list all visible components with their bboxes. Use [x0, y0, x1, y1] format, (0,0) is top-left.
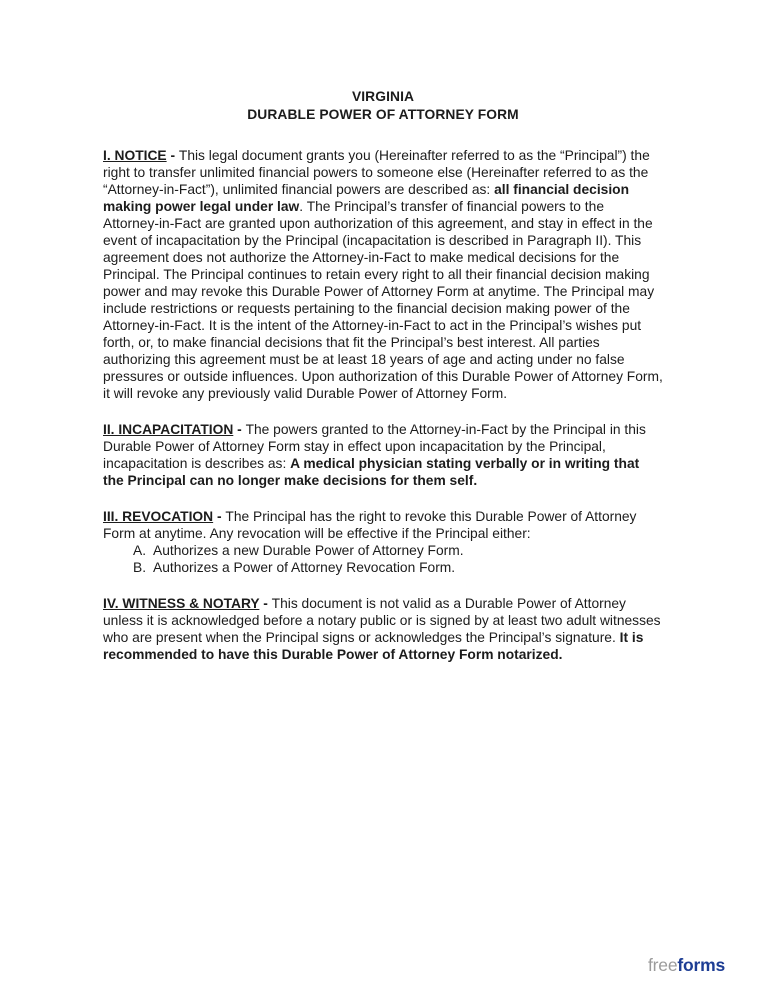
heading-separator: -	[233, 422, 246, 437]
section-revocation	[103, 508, 663, 576]
text-run-notice-2: . The Principal’s transfer of financial powers to the Attorney-in-Fact are granted upon authorization of this agreement, and stay in effect in the event of incapacitation by the Principal (incapacitation is described in Paragraph II). This agreement does not authorize the Attorney-in-Fact to make medical decisions for the Principal. The Principal continues to retain every right to all their financial decision making power and may revoke this Durable Power of Attorney Form at anytime. The Principal may include restrictions or requests pertaining to the financial decision making power of the Attorney-in-Fact. It is the intent of the Attorney-in-Fact to act in the Principal’s wishes put forth, or, to make financial decisions that fit the Principal’s best interest. All parties authorizing this agreement must be at least 18 years of age and acting under no false pressures or outside influences. Upon authorization of this Durable Power of Attorney Form, it will revoke any previously valid Durable Power of Attorney Form.	[103, 199, 663, 401]
section-heading-incapacitation: II. INCAPACITATION	[103, 422, 234, 437]
section-heading-witness-notary: IV. WITNESS & NOTARY	[103, 596, 260, 611]
section-paragraph-incapacitation	[103, 421, 663, 489]
section-paragraph-revocation	[103, 508, 663, 542]
list-item-revocation-b	[133, 559, 663, 576]
text-run-notice-1: all financial decision making power legal under law	[103, 182, 630, 214]
text-run-incapacitation-0: The powers granted to the Attorney-in-Fact by the Principal in this Durable Power of Attorney Form stay in effect upon incapacitation by the Principal, incapacitation is describes as:	[103, 422, 646, 471]
logo-free-text: free	[648, 955, 678, 975]
title-state-line: VIRGINIA	[351, 89, 415, 104]
heading-separator: -	[213, 509, 226, 524]
list-item-label: B.	[133, 560, 147, 575]
text-run-witness-notary-0: This document is not valid as a Durable Power of Attorney unless it is acknowledged before a notary public or is signed by at least two adult witnesses who are present when the Principal signs or acknowledges the Principal’s signature.	[103, 596, 661, 645]
text-run-witness-notary-1: It is recommended to have this Durable Power of Attorney Form notarized.	[103, 630, 644, 662]
list-item-label: A.	[133, 543, 147, 558]
list-item-text: Authorizes a Power of Attorney Revocation Form.	[153, 560, 456, 575]
freeforms-logo	[648, 954, 725, 976]
text-run-revocation-0: The Principal has the right to revoke this Durable Power of Attorney Form at anytime. Any revocation will be effective if the Principal either:	[103, 509, 637, 541]
list-item-revocation-a	[133, 542, 663, 559]
list-item-text: Authorizes a new Durable Power of Attorney Form.	[153, 543, 464, 558]
document-content	[103, 88, 663, 682]
section-witness-notary	[103, 595, 663, 663]
heading-separator: -	[259, 596, 272, 611]
section-paragraph-notice	[103, 147, 663, 402]
section-notice	[103, 147, 663, 402]
section-heading-notice: I. NOTICE	[103, 148, 167, 163]
text-run-notice-0: This legal document grants you (Hereinafter referred to as the “Principal”) the right to transfer unlimited financial powers to someone else (Hereinafter referred to as the “Attorney-in-Fact”), unlimited financial powers are described as:	[103, 148, 650, 197]
heading-separator: -	[166, 148, 179, 163]
document-sections	[103, 147, 663, 663]
section-incapacitation	[103, 421, 663, 489]
document-title	[103, 88, 663, 123]
title-form-line: DURABLE POWER OF ATTORNEY FORM	[247, 106, 519, 122]
logo-forms-text: forms	[677, 955, 725, 975]
text-run-incapacitation-1: A medical physician stating verbally or in writing that the Principal can no longer make decisions for them self.	[103, 456, 640, 488]
section-paragraph-witness-notary	[103, 595, 663, 663]
section-heading-revocation: III. REVOCATION	[103, 509, 214, 524]
